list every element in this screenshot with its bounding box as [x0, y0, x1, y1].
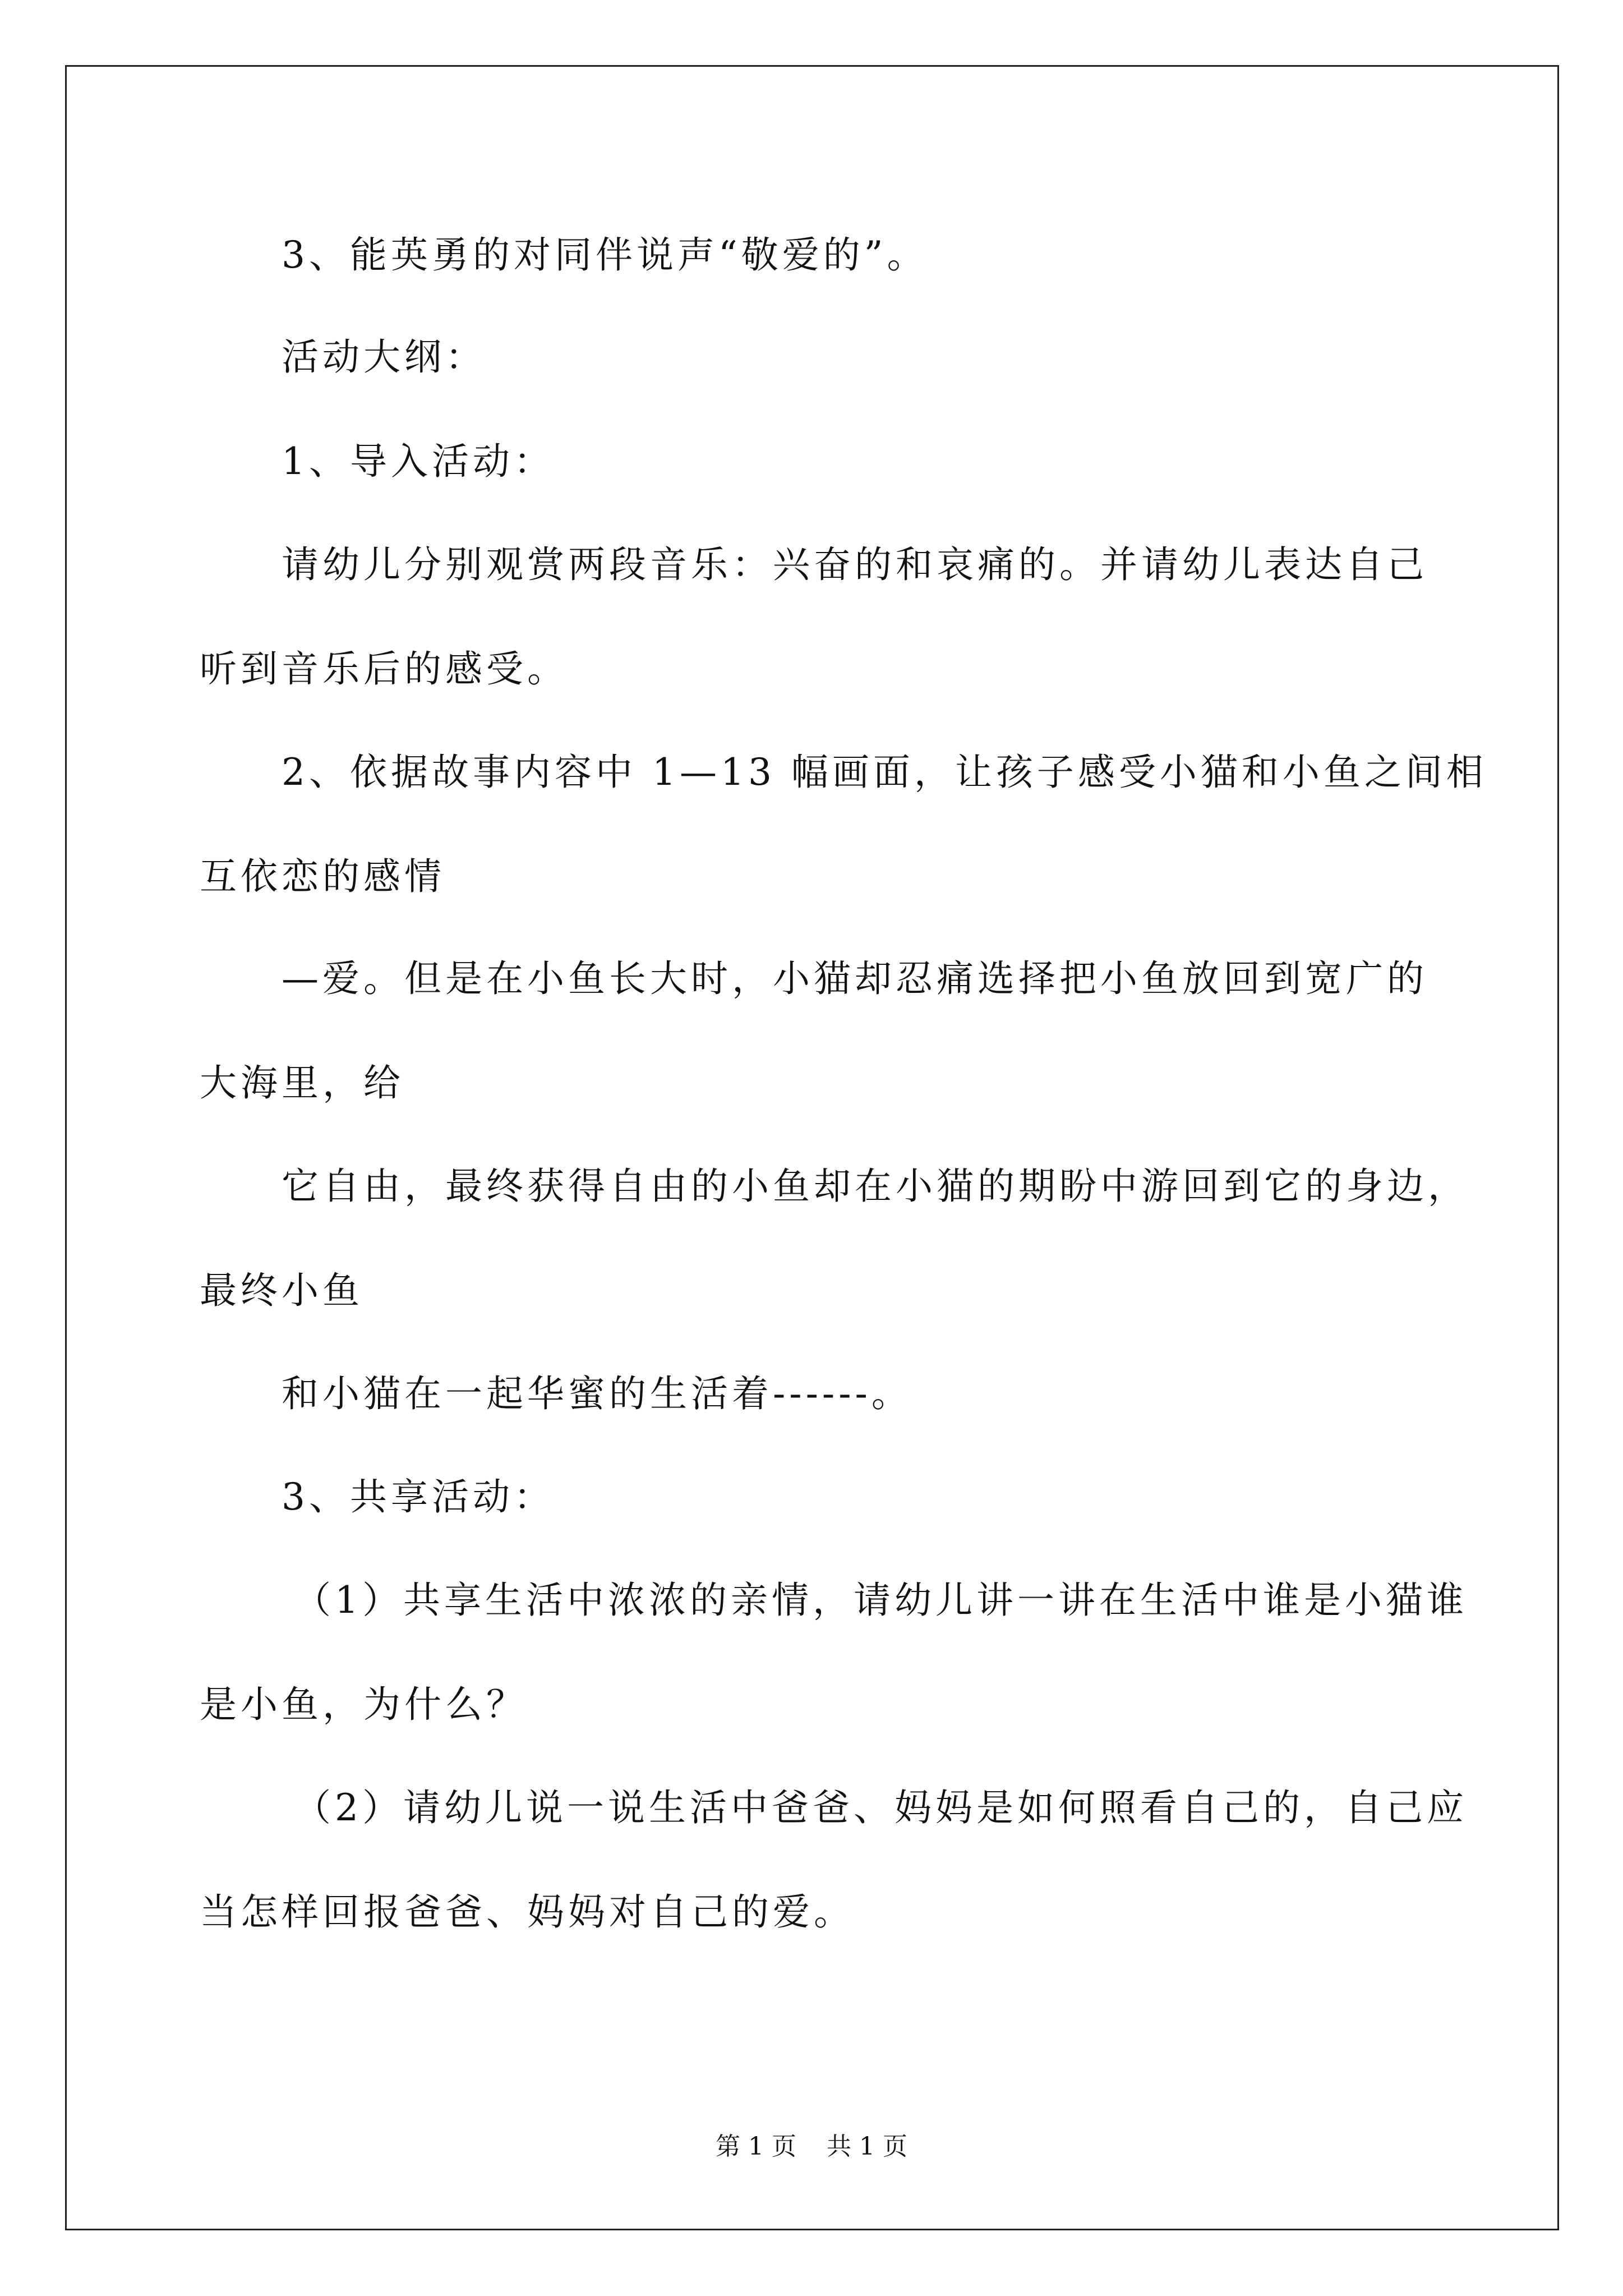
paragraph-line: 3、共享活动： — [282, 1475, 555, 1519]
page-number: 第 1 页 — [716, 2132, 796, 2161]
paragraph-line: 它自由，最终获得自由的小鱼却在小猫的期盼中游回到它的身边， — [282, 1165, 1469, 1208]
paragraph-line: 最终小鱼 — [200, 1269, 363, 1312]
paragraph-line: 当怎样回报爸爸、妈妈对自己的爱。 — [200, 1890, 855, 1934]
page-footer — [0, 2134, 1623, 2159]
paragraph-line: 和小猫在一起华蜜的生活着------。 — [282, 1372, 912, 1415]
paragraph-line: 1、导入活动： — [282, 440, 555, 483]
paragraph-line: 大海里，给 — [200, 1061, 404, 1105]
paragraph-line: （1）共享生活中浓浓的亲情，请幼儿讲一讲在生活中谁是小猫谁 — [294, 1579, 1468, 1622]
paragraph-line: 听到音乐后的感受。 — [200, 647, 568, 691]
page-total: 共 1 页 — [827, 2132, 907, 2161]
paragraph-line: 请幼儿分别观赏两段音乐：兴奋的和哀痛的。并请幼儿表达自己 — [282, 543, 1428, 586]
paragraph-line: 3、能英勇的对同伴说声“敬爱的”。 — [282, 233, 928, 277]
paragraph-line: 是小鱼，为什么？ — [200, 1683, 527, 1726]
paragraph-line: （2）请幼儿说一说生活中爸爸、妈妈是如何照看自己的，自己应 — [294, 1786, 1468, 1829]
paragraph-line: 活动大纲： — [282, 335, 486, 379]
paragraph-line: 互依恋的感情 — [200, 855, 445, 898]
paragraph-line: —爱。但是在小鱼长大时，小猫却忍痛选择把小鱼放回到宽广的 — [282, 957, 1428, 1000]
paragraph-line: 2、依据故事内容中 1—13 幅画面，让孩子感受小猫和小鱼之间相 — [282, 751, 1487, 794]
